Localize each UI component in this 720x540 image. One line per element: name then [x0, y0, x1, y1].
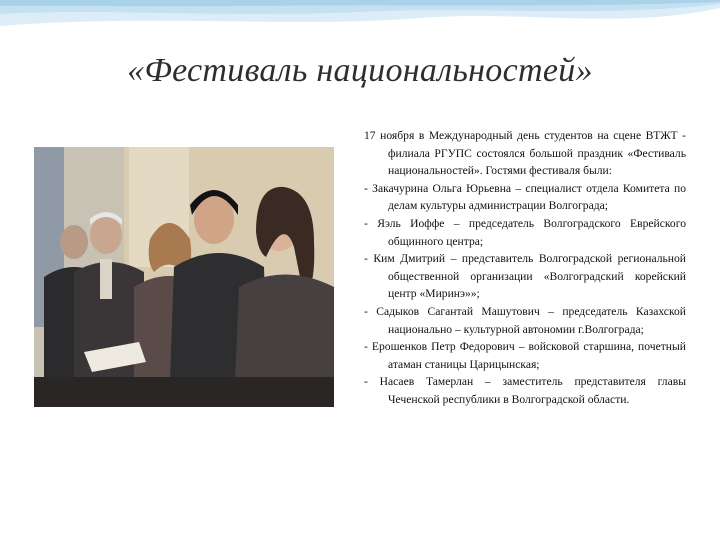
event-photo	[34, 147, 334, 407]
intro-paragraph: 17 ноября в Международный день студентов на сцене ВТЖТ - филиала РГУПС состоялся большой праздник «Фестиваль национальностей». Гостями фестиваля были:	[364, 129, 686, 178]
guest-item: - Яэль Иоффе – председатель Волгоградского Еврейского общинного центра;	[364, 216, 686, 248]
guest-item: - Насаев Тамерлан – заместитель представителя главы Чеченской республики в Волгоградской области.	[364, 375, 686, 406]
slide-title: «Фестиваль национальностей»	[127, 52, 593, 89]
guests-text	[364, 127, 686, 409]
guest-item: - Ким Дмитрий – представитель Волгоградской региональной общественной организации «Волгоградский корейский центр «Миринэ»»;	[364, 252, 686, 301]
guest-item: - Закачурина Ольга Юрьевна – специалист отдела Комитета по делам культуры администрации Волгограда;	[364, 181, 686, 213]
guest-item: - Ерошенков Петр Федорович – войсковой старшина, почетный атаман станицы Царицынская;	[364, 340, 686, 371]
guest-item: - Садыков Сагантай Машутович – председатель Казахской национально – культурной автономии г.Волгограда;	[364, 304, 686, 336]
